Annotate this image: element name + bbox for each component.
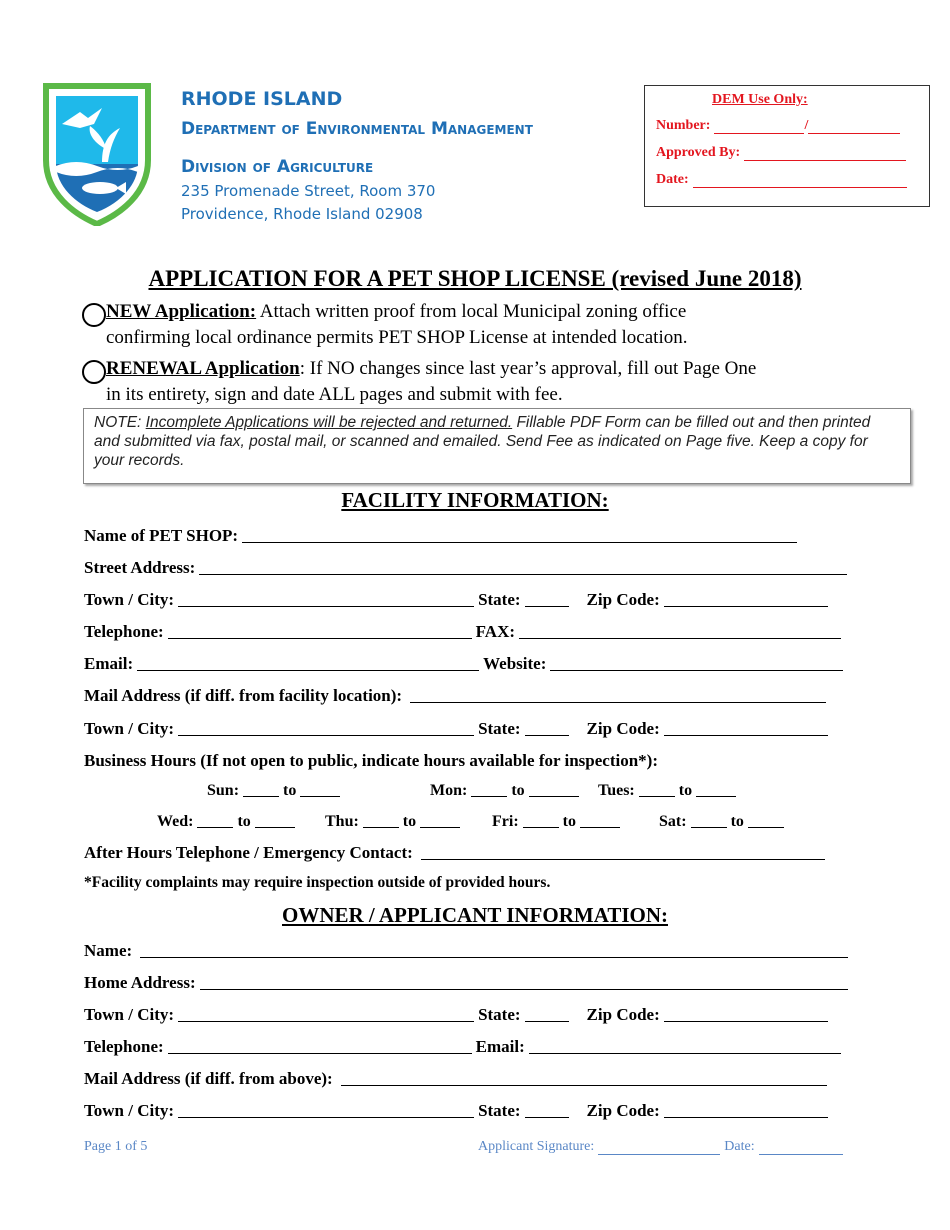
owner-state2-label: State: — [478, 1101, 521, 1120]
dem-use-only-box — [644, 85, 930, 207]
owner-town-label: Town / City: — [84, 1005, 175, 1024]
fri-close-field[interactable] — [580, 826, 620, 828]
facility-state-label: State: — [478, 590, 521, 609]
owner-mail-label: Mail Address (if diff. from above): — [84, 1069, 333, 1088]
new-application-text — [106, 299, 906, 351]
new-application-desc: Attach written proof from local Municipal zoning office — [256, 301, 687, 322]
mon-open-field[interactable] — [471, 795, 507, 797]
shop-name-label: Name of PET SHOP: — [84, 526, 239, 545]
wed-close-field[interactable] — [255, 826, 295, 828]
facility-telephone-label: Telephone: — [84, 622, 164, 641]
shield-icon — [42, 82, 152, 226]
signature-label: Applicant Signature: — [478, 1139, 595, 1154]
sun-to: to — [283, 782, 297, 799]
form-title: APPLICATION FOR A PET SHOP LICENSE (revised June 2018) — [148, 266, 802, 291]
signature-field[interactable] — [598, 1141, 720, 1155]
dem-number-field-b[interactable] — [808, 119, 900, 134]
dem-approved-field[interactable] — [744, 146, 906, 161]
fri-open-field[interactable] — [523, 826, 559, 828]
facility-state2-field[interactable] — [525, 734, 569, 736]
sat-open-field[interactable] — [691, 826, 727, 828]
owner-email-label: Email: — [475, 1037, 525, 1056]
wed-label: Wed: — [157, 813, 194, 830]
owner-name-field[interactable] — [140, 956, 848, 958]
facility-zip-field[interactable] — [664, 605, 828, 607]
note-text: Fillable PDF Form can be filled out and then printed and submitted via fax, postal mail, or scanned and emailed. Send Fee as indicated on Page five. Keep a copy for your records. — [94, 414, 871, 469]
mon-close-field[interactable] — [529, 795, 579, 797]
thu-to: to — [402, 813, 417, 830]
renewal-application-desc2: in its entirety, sign and date ALL pages and submit with fee. — [106, 384, 563, 405]
after-hours-field[interactable] — [421, 858, 825, 860]
owner-telephone-label: Telephone: — [84, 1037, 164, 1056]
tue-close-field[interactable] — [696, 795, 736, 797]
business-hours-label: Business Hours (If not open to public, indicate hours available for inspection*): — [84, 751, 658, 770]
dem-number-label: Number: — [656, 118, 711, 133]
facility-zip-label: Zip Code: — [586, 590, 660, 609]
dem-number-field-a[interactable] — [714, 119, 804, 134]
owner-mail-field[interactable] — [341, 1084, 827, 1086]
after-hours-label: After Hours Telephone / Emergency Contact: — [84, 843, 413, 862]
owner-home-field[interactable] — [200, 988, 848, 990]
dem-date-label: Date: — [656, 172, 689, 187]
facility-website-field[interactable] — [550, 669, 843, 671]
renewal-application-radio[interactable] — [82, 360, 106, 384]
owner-town-field[interactable] — [178, 1020, 474, 1022]
owner-zip2-label: Zip Code: — [586, 1101, 660, 1120]
owner-email-field[interactable] — [529, 1052, 841, 1054]
facility-fax-field[interactable] — [519, 637, 841, 639]
dem-box-title: DEM Use Only: — [712, 92, 808, 107]
facility-town2-field[interactable] — [178, 734, 474, 736]
facility-town-label: Town / City: — [84, 590, 175, 609]
facility-state2-label: State: — [478, 719, 521, 738]
sat-to: to — [730, 813, 744, 830]
department-name: Department of Environmental Management — [181, 119, 533, 139]
facility-email-field[interactable] — [137, 669, 479, 671]
page-number: Page 1 of 5 — [84, 1139, 148, 1154]
new-application-desc2: confirming local ordinance permits PET SHOP License at intended location. — [106, 327, 688, 348]
sat-label: Sat: — [659, 813, 687, 830]
facility-fax-label: FAX: — [475, 622, 516, 641]
owner-state2-field[interactable] — [525, 1116, 569, 1118]
owner-zip-label: Zip Code: — [586, 1005, 660, 1024]
tue-open-field[interactable] — [639, 795, 675, 797]
note-prefix: NOTE: — [94, 414, 146, 431]
mon-label: Mon: — [430, 782, 468, 799]
renewal-application-label: RENEWAL Application — [106, 358, 300, 379]
signature-date-label: Date: — [724, 1139, 755, 1154]
owner-home-label: Home Address: — [84, 973, 196, 992]
division-name: Division of Agriculture — [181, 157, 374, 177]
thu-open-field[interactable] — [363, 826, 399, 828]
wed-open-field[interactable] — [197, 826, 233, 828]
facility-telephone-field[interactable] — [168, 637, 472, 639]
renewal-application-desc: : If NO changes since last year’s approval, fill out Page One — [299, 358, 757, 379]
address-line1: 235 Promenade Street, Room 370 — [181, 182, 436, 200]
dem-date-field[interactable] — [693, 173, 907, 188]
note-warning: Incomplete Applications will be rejected and returned. — [145, 414, 513, 431]
facility-town2-label: Town / City: — [84, 719, 175, 738]
facility-website-label: Website: — [483, 654, 547, 673]
new-application-radio[interactable] — [82, 303, 106, 327]
street-address-field[interactable] — [199, 573, 847, 575]
facility-zip2-label: Zip Code: — [586, 719, 660, 738]
facility-mail-field[interactable] — [410, 701, 826, 703]
renewal-application-text — [106, 356, 906, 408]
tue-to: to — [678, 782, 693, 799]
state-name: RHODE ISLAND — [181, 88, 343, 110]
owner-name-label: Name: — [84, 941, 133, 960]
street-address-label: Street Address: — [84, 558, 196, 577]
shop-name-field[interactable] — [242, 541, 797, 543]
fri-to: to — [562, 813, 576, 830]
sun-label: Sun: — [207, 782, 240, 799]
owner-town2-field[interactable] — [178, 1116, 474, 1118]
facility-email-label: Email: — [84, 654, 134, 673]
facility-town-field[interactable] — [178, 605, 474, 607]
owner-heading: OWNER / APPLICANT INFORMATION: — [282, 903, 668, 927]
facility-mail-label: Mail Address (if diff. from facility location): — [84, 686, 403, 705]
sat-close-field[interactable] — [748, 826, 784, 828]
sun-open-field[interactable] — [243, 795, 279, 797]
facility-state-field[interactable] — [525, 605, 569, 607]
dem-approved-label: Approved By: — [656, 145, 741, 160]
signature-date-field[interactable] — [759, 1141, 843, 1155]
owner-zip-field[interactable] — [664, 1020, 828, 1022]
complaint-note: *Facility complaints may require inspection outside of provided hours. — [84, 874, 551, 891]
fri-label: Fri: — [492, 813, 519, 830]
wed-to: to — [237, 813, 251, 830]
owner-town2-label: Town / City: — [84, 1101, 175, 1120]
address-line2: Providence, Rhode Island 02908 — [181, 205, 423, 223]
facility-zip2-field[interactable] — [664, 734, 828, 736]
note-box — [83, 408, 911, 484]
owner-telephone-field[interactable] — [168, 1052, 472, 1054]
facility-heading: FACILITY INFORMATION: — [341, 488, 609, 512]
dem-number-separator: / — [804, 118, 809, 133]
sun-close-field[interactable] — [300, 795, 340, 797]
new-application-label: NEW Application: — [106, 301, 257, 322]
thu-label: Thu: — [325, 813, 359, 830]
tue-label: Tues: — [598, 782, 635, 799]
owner-state-label: State: — [478, 1005, 521, 1024]
mon-to: to — [511, 782, 525, 799]
owner-zip2-field[interactable] — [664, 1116, 828, 1118]
ri-dem-logo — [42, 82, 152, 226]
owner-state-field[interactable] — [525, 1020, 569, 1022]
thu-close-field[interactable] — [420, 826, 460, 828]
